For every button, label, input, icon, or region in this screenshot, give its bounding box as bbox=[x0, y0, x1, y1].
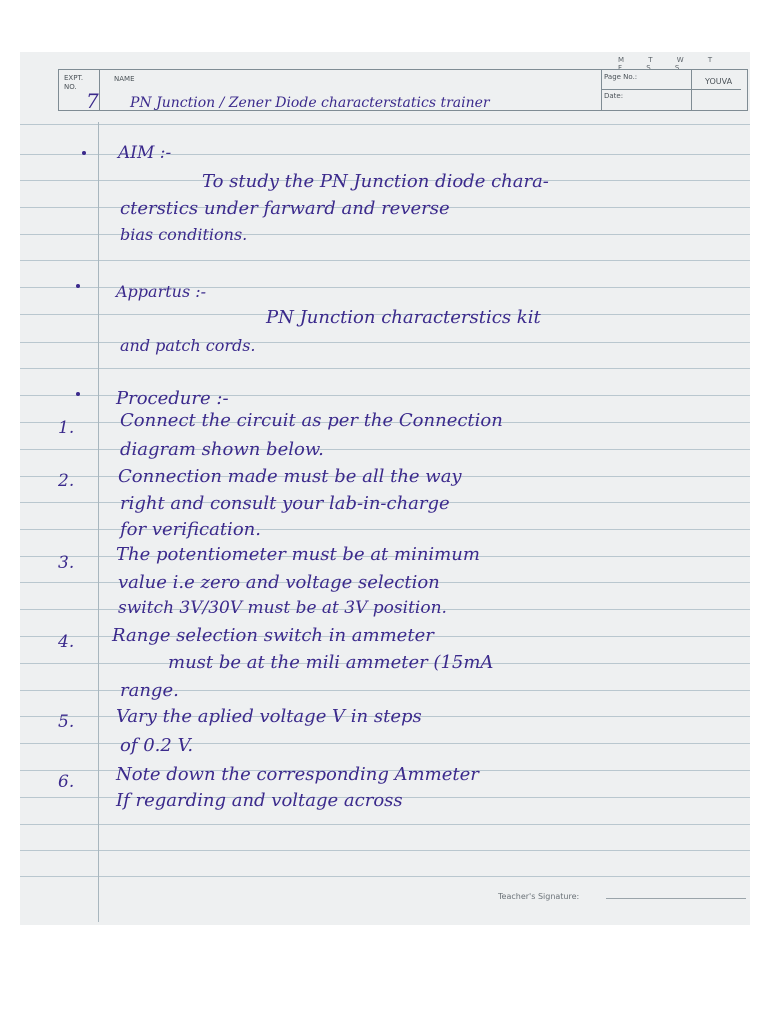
date-label: Date: bbox=[604, 92, 624, 100]
apparatus-line: and patch cords. bbox=[120, 336, 256, 355]
margin-line bbox=[98, 122, 99, 922]
teacher-signature-label: Teacher's Signature: bbox=[498, 892, 580, 901]
expt-no-label: EXPT. NO. bbox=[64, 74, 84, 91]
step-line: for verification. bbox=[120, 519, 261, 540]
apparatus-heading: Appartus :- bbox=[116, 282, 207, 301]
step-line: range. bbox=[120, 680, 179, 701]
step-number: 1. bbox=[58, 418, 75, 438]
apparatus-bullet bbox=[76, 284, 80, 288]
step-line: If regarding and voltage across bbox=[116, 790, 403, 811]
step-line: Vary the aplied voltage V in steps bbox=[116, 706, 422, 727]
ruled-line bbox=[20, 124, 750, 125]
step-line: Connection made must be all the way bbox=[118, 466, 462, 487]
ruled-line bbox=[20, 260, 750, 261]
step-line: Connect the circuit as per the Connection bbox=[120, 410, 503, 431]
step-line: Note down the corresponding Ammeter bbox=[116, 764, 479, 785]
aim-heading: AIM :- bbox=[118, 143, 172, 163]
signature-line bbox=[606, 898, 746, 899]
step-number: 3. bbox=[58, 553, 75, 573]
ruled-line bbox=[20, 368, 750, 369]
expt-number: 7 bbox=[86, 89, 99, 113]
apparatus-line: PN Junction characterstics kit bbox=[266, 307, 541, 328]
step-number: 5. bbox=[58, 712, 75, 732]
step-line: value i.e zero and voltage selection bbox=[118, 572, 440, 593]
step-line: of 0.2 V. bbox=[120, 735, 194, 756]
aim-line: cterstics under farward and reverse bbox=[120, 198, 450, 219]
step-number: 6. bbox=[58, 772, 75, 792]
aim-line: bias conditions. bbox=[120, 225, 248, 244]
weekday-strip: M T W T F S S bbox=[618, 56, 724, 72]
ruled-line bbox=[20, 824, 750, 825]
ruled-line bbox=[20, 850, 750, 851]
step-line: right and consult your lab-in-charge bbox=[120, 493, 450, 514]
step-line: Range selection switch in ammeter bbox=[112, 625, 434, 646]
procedure-bullet bbox=[76, 392, 80, 396]
brand-name: YOUVA bbox=[705, 77, 733, 86]
step-line: switch 3V/30V must be at 3V position. bbox=[118, 598, 447, 618]
step-line: The potentiometer must be at minimum bbox=[116, 544, 480, 565]
step-line: diagram shown below. bbox=[120, 439, 324, 460]
aim-line: To study the PN Junction diode chara- bbox=[202, 171, 549, 192]
step-number: 4. bbox=[58, 632, 75, 652]
aim-bullet bbox=[82, 151, 86, 155]
experiment-title: PN Junction / Zener Diode characterstatics trainer bbox=[130, 95, 490, 111]
ruled-line bbox=[20, 876, 750, 877]
procedure-heading: Procedure :- bbox=[116, 388, 229, 409]
name-label: NAME bbox=[114, 75, 135, 83]
step-number: 2. bbox=[58, 471, 75, 491]
notebook-page bbox=[20, 52, 750, 925]
step-line: must be at the mili ammeter (15mA bbox=[168, 652, 494, 673]
page-no-label: Page No.: bbox=[604, 73, 638, 81]
